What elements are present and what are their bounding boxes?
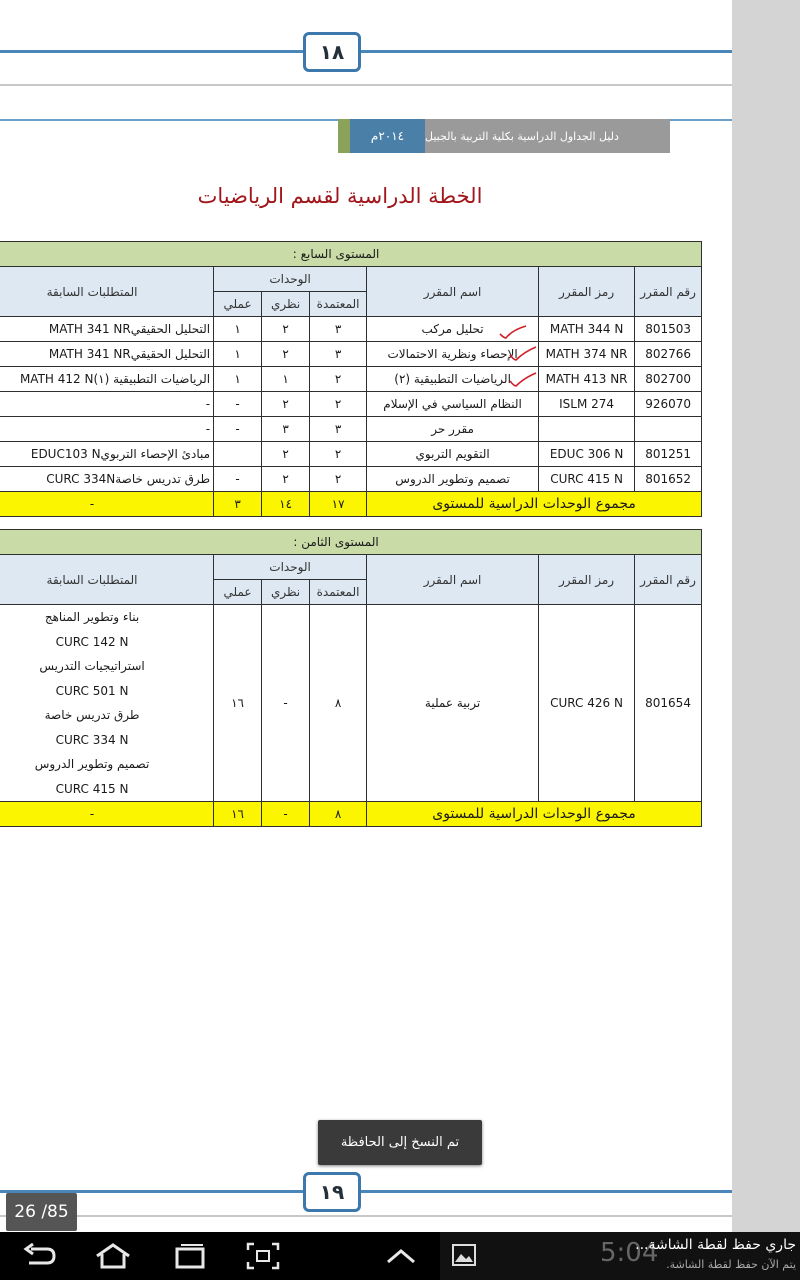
cell-credit: ٣	[310, 417, 367, 442]
sum-credit: ٨	[310, 802, 367, 827]
screenshot-button[interactable]	[240, 1232, 286, 1280]
cell-course-code: MATH 344 N	[539, 317, 635, 342]
col-course-code: رمز المقرر	[539, 555, 635, 605]
cell-prereq: التحليل الحقيقيMATH 341 NR	[0, 317, 214, 342]
table-header-row	[0, 555, 702, 580]
page-title: الخطة الدراسية لقسم الرياضيات	[197, 184, 483, 208]
level8-header	[0, 530, 702, 555]
level7-table	[0, 241, 702, 517]
cell-course-no: 926070	[635, 392, 702, 417]
col-course-code: رمز المقرر	[539, 267, 635, 317]
check-mark-icon	[508, 372, 538, 388]
cell-credit: ٨	[310, 605, 367, 802]
cell-credit: ٢	[310, 392, 367, 417]
back-button[interactable]	[14, 1232, 64, 1280]
col-theory: نظري	[262, 292, 310, 317]
right-gutter	[732, 0, 800, 1232]
cell-prereq: -	[0, 417, 214, 442]
sum-credit: ١٧	[310, 492, 367, 517]
table-row	[0, 342, 702, 367]
table-header-row	[0, 267, 702, 292]
level7-sum-row	[0, 492, 702, 517]
cell-course-name: تصميم وتطوير الدروس	[367, 467, 539, 492]
cell-practical: -	[214, 392, 262, 417]
cell-course-name: تربية عملية	[367, 605, 539, 802]
col-course-no: رقم المقرر	[635, 555, 702, 605]
cell-course-name: تحليل مركب	[367, 317, 539, 342]
cell-theory: ١	[262, 367, 310, 392]
sum-practical: ٣	[214, 492, 262, 517]
cell-course-name: الإحصاء ونظرية الاحتمالات	[367, 342, 539, 367]
check-mark-icon	[508, 346, 538, 362]
top-page-rule	[0, 50, 732, 53]
page-separator	[0, 84, 732, 86]
cell-course-code: MATH 374 NR	[539, 342, 635, 367]
cell-theory: ٢	[262, 342, 310, 367]
cell-practical: ١	[214, 342, 262, 367]
doc-header-accent	[338, 119, 350, 153]
sum-theory: -	[262, 802, 310, 827]
doc-header-year: ٢٠١٤م	[350, 119, 425, 153]
cell-practical: ١	[214, 317, 262, 342]
cell-theory: ٢	[262, 442, 310, 467]
col-practical: عملي	[214, 580, 262, 605]
chevron-up-icon	[385, 1247, 417, 1265]
gallery-icon	[452, 1244, 476, 1266]
col-course-name: اسم المقرر	[367, 267, 539, 317]
cell-credit: ٢	[310, 442, 367, 467]
prereq-line: طرق تدريس خاصة	[44, 708, 140, 722]
home-button[interactable]	[88, 1232, 138, 1280]
bottom-page-number: ١٩	[303, 1172, 361, 1212]
col-theory: نظري	[262, 580, 310, 605]
level8-table	[0, 529, 702, 827]
table-row	[0, 392, 702, 417]
cell-course-code: ISLM 274	[539, 392, 635, 417]
page-counter: 26 /85	[6, 1193, 77, 1231]
back-icon	[21, 1243, 57, 1269]
prereq-line: CURC 501 N	[55, 683, 129, 698]
recent-apps-button[interactable]	[165, 1232, 215, 1280]
status-clock: 5:04	[600, 1238, 659, 1268]
col-units: الوحدات	[214, 555, 367, 580]
table-row	[0, 417, 702, 442]
sum-prereq: -	[0, 492, 214, 517]
prereq-line: CURC 334 N	[55, 732, 129, 747]
table-row	[0, 442, 702, 467]
cell-prereq: طرق تدريس خاصةCURC 334N	[0, 467, 214, 492]
cell-credit: ٢	[310, 467, 367, 492]
prereq-line: CURC 142 N	[55, 634, 129, 649]
cell-practical: -	[214, 417, 262, 442]
sum-prereq: -	[0, 802, 214, 827]
col-course-name: اسم المقرر	[367, 555, 539, 605]
cell-course-code: CURC 426 N	[539, 605, 635, 802]
col-credit: المعتمدة	[310, 580, 367, 605]
cell-prereqs	[0, 605, 214, 802]
col-prereqs: المتطلبات السابقة	[0, 555, 214, 605]
cell-course-code	[539, 417, 635, 442]
table-row	[0, 605, 702, 802]
cell-practical: -	[214, 467, 262, 492]
level7-label: المستوى السابع :	[0, 242, 702, 267]
sum-practical: ١٦	[214, 802, 262, 827]
cell-prereq: التحليل الحقيقيMATH 341 NR	[0, 342, 214, 367]
cell-prereq: -	[0, 392, 214, 417]
col-credit: المعتمدة	[310, 292, 367, 317]
cell-course-no: 801654	[635, 605, 702, 802]
level8-label: المستوى الثامن :	[0, 530, 702, 555]
recent-apps-icon	[173, 1243, 207, 1269]
table-row	[0, 367, 702, 392]
clipboard-toast: تم النسخ إلى الحافظة	[318, 1120, 482, 1165]
cell-course-name: التقويم التربوي	[367, 442, 539, 467]
prereq-line: استراتيجيات التدريس	[39, 659, 145, 673]
cell-credit: ٣	[310, 317, 367, 342]
col-course-no: رقم المقرر	[635, 267, 702, 317]
notification-title: جاري حفظ لقطة الشاشة...	[635, 1237, 796, 1253]
cell-course-no: 801503	[635, 317, 702, 342]
cell-prereq: مبادئ الإحصاء التربويEDUC103 N	[0, 442, 214, 467]
bottom-page-rule	[0, 1190, 732, 1193]
col-practical: عملي	[214, 292, 262, 317]
home-icon	[93, 1242, 133, 1270]
cell-course-code: EDUC 306 N	[539, 442, 635, 467]
sum-label: مجموع الوحدات الدراسية للمستوى	[367, 802, 702, 827]
cell-practical	[214, 442, 262, 467]
cell-credit: ٣	[310, 342, 367, 367]
cell-theory: ٢	[262, 392, 310, 417]
menu-up-button[interactable]	[378, 1232, 424, 1280]
cell-course-no: 801251	[635, 442, 702, 467]
col-prereqs: المتطلبات السابقة	[0, 267, 214, 317]
cell-theory: -	[262, 605, 310, 802]
cell-course-code: CURC 415 N	[539, 467, 635, 492]
cell-course-no	[635, 417, 702, 442]
table-row	[0, 467, 702, 492]
check-mark-icon	[498, 324, 528, 340]
cell-prereq: الرياضيات التطبيقية (١)MATH 412 N	[0, 367, 214, 392]
screenshot-icon	[246, 1242, 280, 1270]
prereq-line: CURC 415 N	[55, 781, 129, 796]
cell-theory: ٣	[262, 417, 310, 442]
level8-sum-row	[0, 802, 702, 827]
cell-course-no: 802766	[635, 342, 702, 367]
notification-subtitle: يتم الآن حفظ لقطة الشاشة.	[666, 1258, 796, 1271]
sum-label: مجموع الوحدات الدراسية للمستوى	[367, 492, 702, 517]
cell-course-name: مقرر حر	[367, 417, 539, 442]
col-units: الوحدات	[214, 267, 367, 292]
cell-course-name: الرياضيات التطبيقية (٢)	[367, 367, 539, 392]
level7-header	[0, 242, 702, 267]
cell-course-no: 802700	[635, 367, 702, 392]
cell-course-code: MATH 413 NR	[539, 367, 635, 392]
table-row	[0, 317, 702, 342]
prereq-line: تصميم وتطوير الدروس	[34, 757, 150, 771]
cell-course-no: 801652	[635, 467, 702, 492]
sum-theory: ١٤	[262, 492, 310, 517]
cell-course-name: النظام السياسي في الإسلام	[367, 392, 539, 417]
cell-practical: ١	[214, 367, 262, 392]
cell-credit: ٢	[310, 367, 367, 392]
cell-theory: ٢	[262, 317, 310, 342]
cell-practical: ١٦	[214, 605, 262, 802]
cell-theory: ٢	[262, 467, 310, 492]
prereq-line: بناء وتطوير المناهج	[44, 610, 140, 624]
top-page-number: ١٨	[303, 32, 361, 72]
doc-header-label: دليل الجداول الدراسية بكلية التربية بالجبيل	[425, 119, 670, 153]
page-bottom-edge	[0, 1215, 732, 1217]
